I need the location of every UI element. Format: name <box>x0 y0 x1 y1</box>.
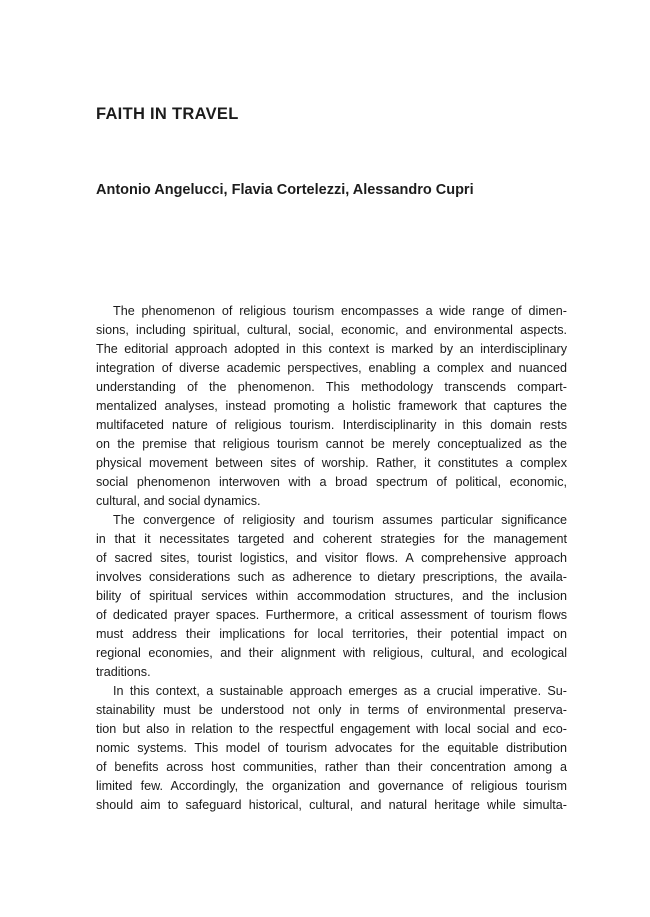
text-line: of sacred sites, tourist logistics, and visitor flows. A comprehensive approach <box>96 551 567 565</box>
text-line: social phenomenon interwoven with a broad spectrum of political, economic, <box>96 475 567 489</box>
text-line: The editorial approach adopted in this context is marked by an interdisciplinary <box>96 342 567 356</box>
text-line: involves considerations such as adherence to dietary prescriptions, the availa- <box>96 570 567 584</box>
text-line: of dedicated prayer spaces. Furthermore, a critical assessment of tourism flows <box>96 608 567 622</box>
text-line: bility of spiritual services within accommodation structures, and the inclusion <box>96 589 567 603</box>
text-line: In this context, a sustainable approach emerges as a crucial imperative. Su- <box>113 684 567 698</box>
text-line: on the premise that religious tourism cannot be merely conceptualized as the <box>96 437 567 451</box>
text-line: understanding of the phenomenon. This methodology transcends compart- <box>96 380 567 394</box>
text-line: tion but also in relation to the respectful engagement with local social and eco- <box>96 722 567 736</box>
body-text <box>96 302 567 815</box>
text-line: regional economies, and their alignment with religious, cultural, and ecological <box>96 646 567 660</box>
text-line: limited few. Accordingly, the organization and governance of religious tourism <box>96 779 567 793</box>
text-line: in that it necessitates targeted and coherent strategies for the management <box>96 532 567 546</box>
text-line: nomic systems. This model of tourism advocates for the equitable distribution <box>96 741 567 755</box>
text-line: should aim to safeguard historical, cultural, and natural heritage while simulta- <box>96 798 567 812</box>
text-line: physical movement between sites of worship. Rather, it constitutes a complex <box>96 456 567 470</box>
chapter-authors: Antonio Angelucci, Flavia Cortelezzi, Alessandro Cupri <box>96 182 474 198</box>
text-line: stainability must be understood not only in terms of environmental preserva- <box>96 703 567 717</box>
text-line: The phenomenon of religious tourism encompasses a wide range of dimen- <box>113 304 567 318</box>
text-line: mentalized analyses, instead promoting a holistic framework that captures the <box>96 399 567 413</box>
text-line: The convergence of religiosity and tourism assumes particular significance <box>113 513 567 527</box>
text-line: integration of diverse academic perspectives, enabling a complex and nuanced <box>96 361 567 375</box>
text-line: sions, including spiritual, cultural, social, economic, and environmental aspects. <box>96 323 567 337</box>
text-line: of benefits across host communities, rather than their concentration among a <box>96 760 567 774</box>
chapter-title: FAITH IN TRAVEL <box>96 105 239 123</box>
text-line: must address their implications for local territories, their potential impact on <box>96 627 567 641</box>
text-line: cultural, and social dynamics. <box>96 494 261 508</box>
text-line: traditions. <box>96 665 151 679</box>
text-line: multifaceted nature of religious tourism. Interdisciplinarity in this domain rests <box>96 418 567 432</box>
